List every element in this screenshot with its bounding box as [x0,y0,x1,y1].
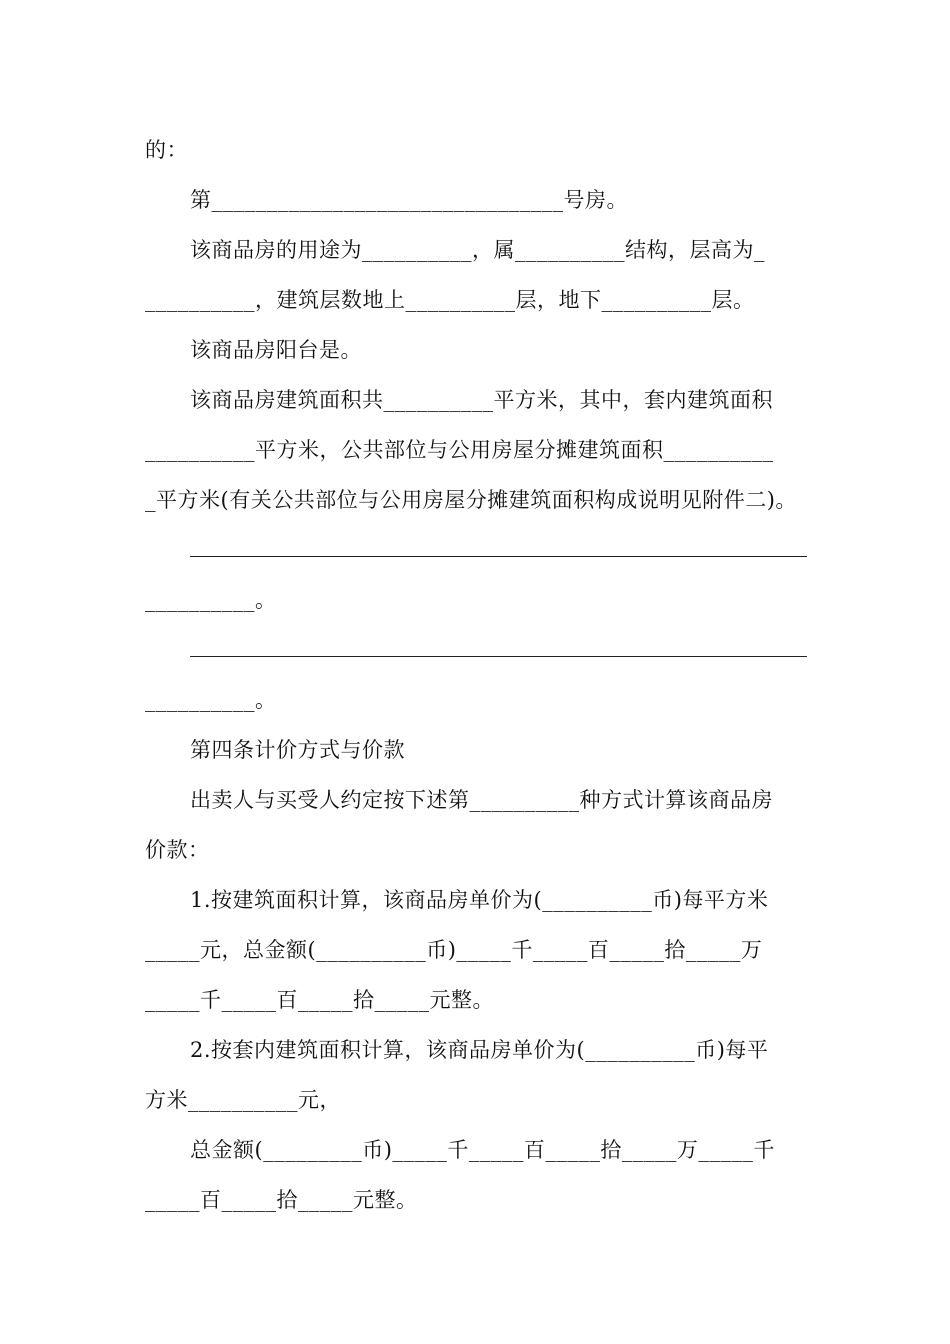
pricing-method-line: 出卖人与买受人约定按下述第__________种方式计算该商品房 [190,788,773,812]
option-1-line-1: 1.按建筑面积计算，该商品房单价为(__________币)每平方米 [190,888,769,912]
room-number-line: 第________________________________号房。 [190,188,628,212]
area-line-2: __________平方米，公共部位与公用房屋分摊建筑面积__________ [145,438,774,462]
blank-line-end: __________。 [145,688,277,712]
option-2-line-1: 2.按套内建筑面积计算，该商品房单价为(__________币)每平 [190,1038,769,1062]
total-amount-line-2: _____百_____拾_____元整。 [145,1188,418,1212]
area-line-3: _平方米(有关公共部位与公用房屋分摊建筑面积构成说明见附件二)。 [145,488,797,512]
blank-line-end: __________。 [145,588,277,612]
usage-structure-line: 该商品房的用途为__________，属__________结构，层高为_ [190,238,765,262]
area-line-1: 该商品房建筑面积共__________平方米，其中，套内建筑面积 [190,388,773,412]
blank-fill-line [190,656,807,657]
total-amount-line-1: 总金额(_________币)_____千_____百_____拾_____万_____千 [190,1138,775,1162]
pricing-method-line-end: 价款： [145,838,210,862]
balcony-line: 该商品房阳台是。 [190,338,362,362]
floors-line: __________，建筑层数地上__________层，地下__________层。 [145,288,755,312]
blank-fill-line [190,556,807,557]
option-1-line-2: _____元，总金额(__________币)_____千_____百_____拾_____万 [145,938,763,962]
option-1-line-3: _____千_____百_____拾_____元整。 [145,988,494,1012]
option-2-line-2: 方米__________元， [145,1088,341,1112]
section-heading: 第四条计价方式与价款 [190,738,405,762]
paragraph-fragment: 的： [145,138,188,162]
